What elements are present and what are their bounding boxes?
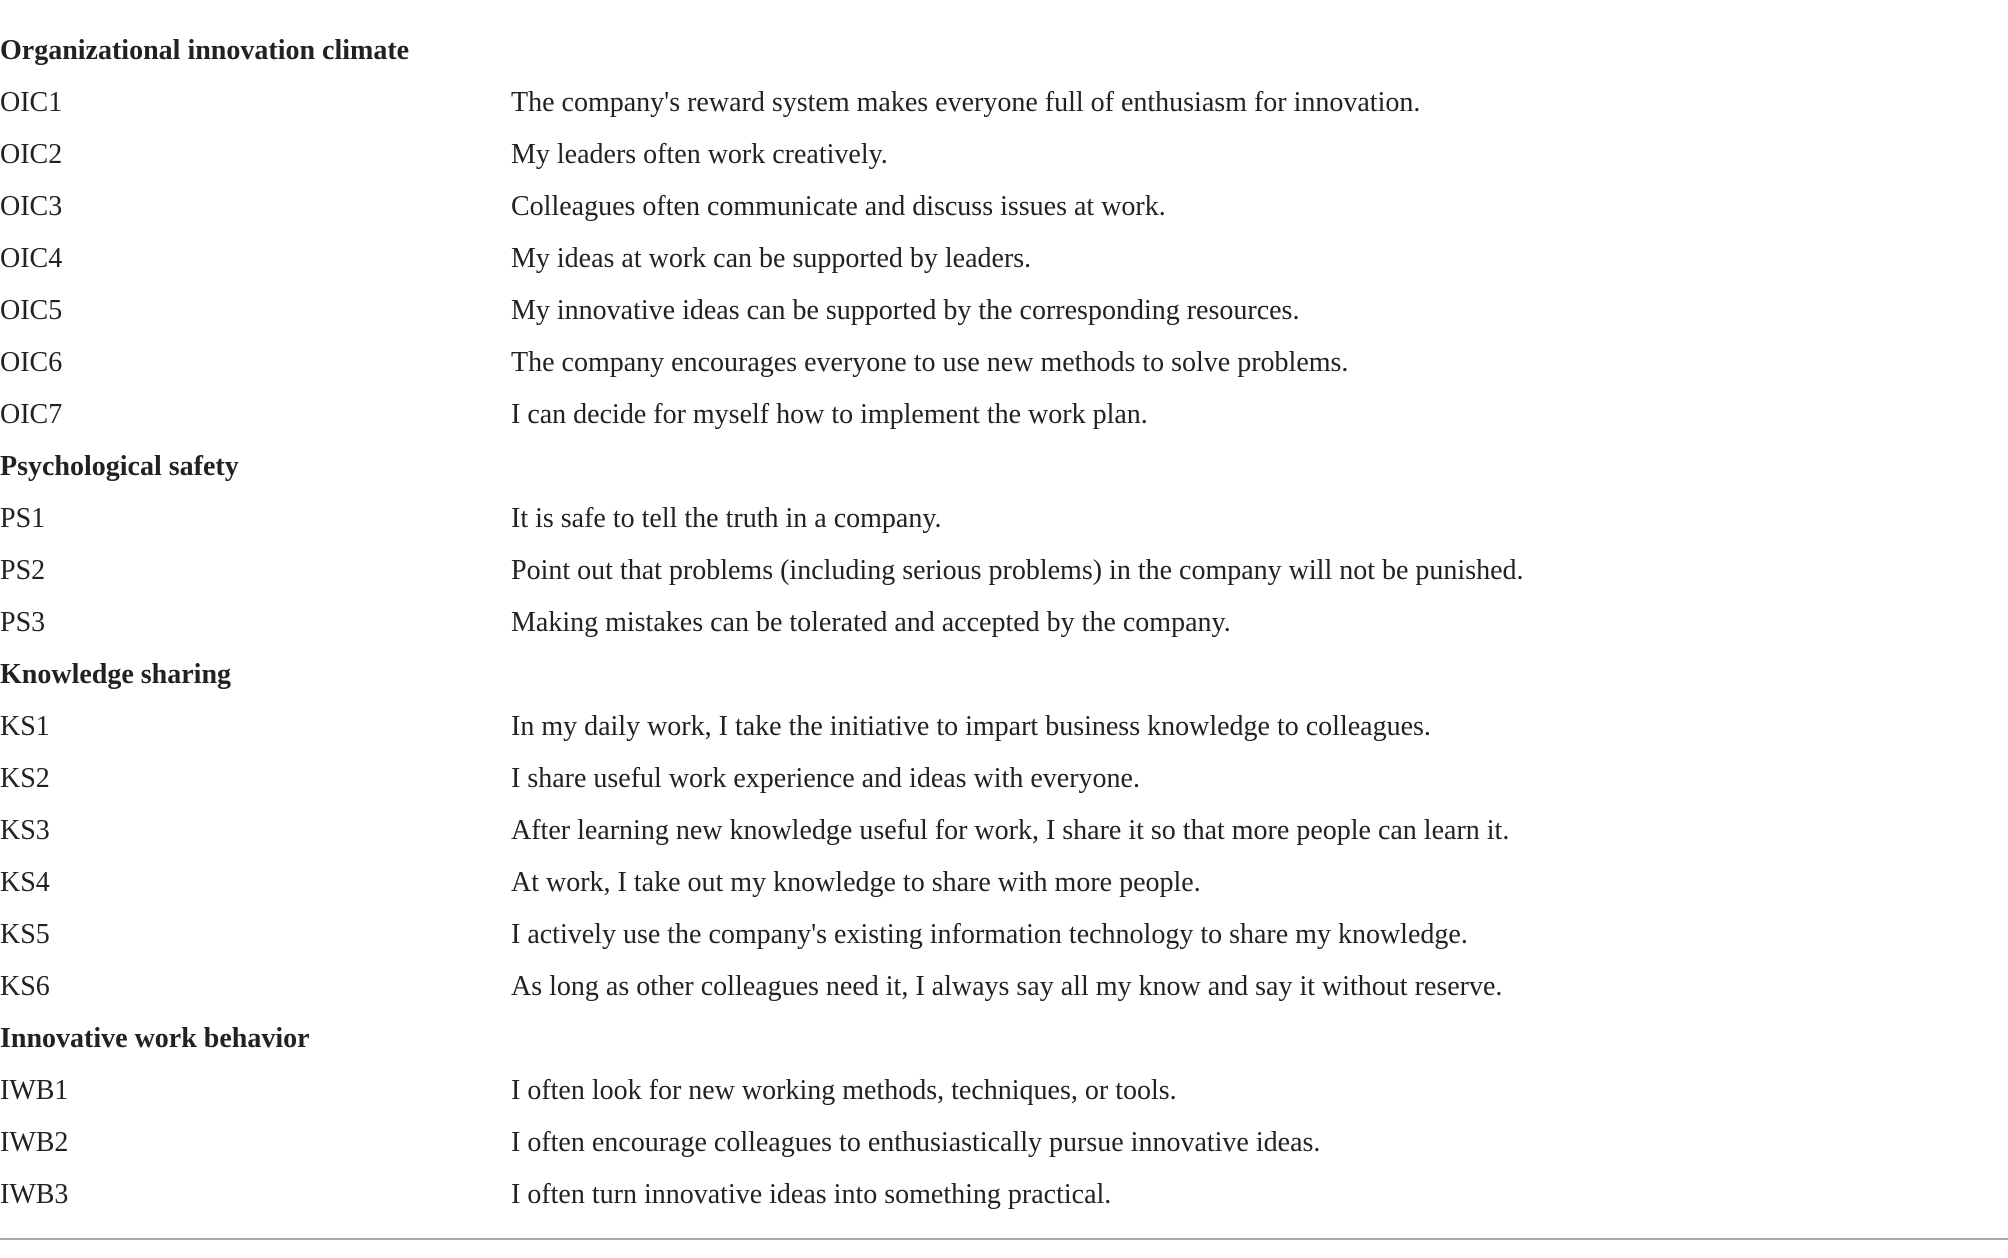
section-title: Knowledge sharing <box>0 659 232 690</box>
item-text: My innovative ideas can be supported by the corresponding resources. <box>511 295 1300 326</box>
item-text: I often turn innovative ideas into something practical. <box>511 1179 1112 1210</box>
section-title: Organizational innovation climate <box>0 35 410 66</box>
item-code: OIC3 <box>0 191 63 222</box>
section-heading-knowledge-sharing <box>0 649 2008 701</box>
table-row <box>0 961 2008 1013</box>
item-text: The company encourages everyone to use new methods to solve problems. <box>511 347 1349 378</box>
item-code: KS5 <box>0 919 50 950</box>
item-code: IWB1 <box>0 1075 69 1106</box>
table-row <box>0 77 2008 129</box>
item-code: KS1 <box>0 711 50 742</box>
table-row <box>0 389 2008 441</box>
item-code: PS1 <box>0 503 46 534</box>
section-title: Innovative work behavior <box>0 1023 310 1054</box>
table-row <box>0 181 2008 233</box>
item-code: OIC2 <box>0 139 63 170</box>
table-row <box>0 701 2008 753</box>
table-row <box>0 805 2008 857</box>
table-row <box>0 493 2008 545</box>
table-row <box>0 285 2008 337</box>
item-text: The company's reward system makes everyone full of enthusiasm for innovation. <box>511 87 1421 118</box>
item-text: I often look for new working methods, techniques, or tools. <box>511 1075 1177 1106</box>
item-code: PS3 <box>0 607 46 638</box>
item-code: IWB3 <box>0 1179 69 1210</box>
item-code: OIC1 <box>0 87 63 118</box>
table-row <box>0 545 2008 597</box>
item-text: As long as other colleagues need it, I always say all my know and say it without reserve. <box>511 971 1503 1002</box>
item-code: KS3 <box>0 815 50 846</box>
item-code: KS2 <box>0 763 50 794</box>
table-row <box>0 1169 2008 1221</box>
table-row <box>0 1065 2008 1117</box>
item-code: OIC6 <box>0 347 63 378</box>
item-code: OIC7 <box>0 399 63 430</box>
section-heading-innovative-work-behavior <box>0 1013 2008 1065</box>
items-table <box>0 25 2008 1221</box>
item-text: In my daily work, I take the initiative to impart business knowledge to colleagues. <box>511 711 1431 742</box>
item-text: After learning new knowledge useful for work, I share it so that more people can learn it. <box>511 815 1510 846</box>
item-text: Making mistakes can be tolerated and accepted by the company. <box>511 607 1231 638</box>
table-row <box>0 337 2008 389</box>
item-code: KS4 <box>0 867 50 898</box>
item-code: OIC5 <box>0 295 63 326</box>
table-row <box>0 753 2008 805</box>
table-row <box>0 129 2008 181</box>
item-code: OIC4 <box>0 243 63 274</box>
table-row <box>0 233 2008 285</box>
item-text: At work, I take out my knowledge to share with more people. <box>511 867 1201 898</box>
item-text: I actively use the company's existing information technology to share my knowledge. <box>511 919 1468 950</box>
table-row <box>0 1117 2008 1169</box>
item-code: PS2 <box>0 555 46 586</box>
table-bottom-rule <box>0 1238 2008 1240</box>
section-heading-psychological-safety <box>0 441 2008 493</box>
table-row <box>0 909 2008 961</box>
item-text: My ideas at work can be supported by leaders. <box>511 243 1032 274</box>
item-code: KS6 <box>0 971 50 1002</box>
item-code: IWB2 <box>0 1127 69 1158</box>
item-text: It is safe to tell the truth in a company. <box>511 503 942 534</box>
item-text: I often encourage colleagues to enthusiastically pursue innovative ideas. <box>511 1127 1321 1158</box>
table-row <box>0 857 2008 909</box>
item-text: Colleagues often communicate and discuss issues at work. <box>511 191 1166 222</box>
section-title: Psychological safety <box>0 451 239 482</box>
item-text: I share useful work experience and ideas with everyone. <box>511 763 1140 794</box>
table-row <box>0 597 2008 649</box>
item-text: Point out that problems (including serious problems) in the company will not be punished. <box>511 555 1524 586</box>
item-text: My leaders often work creatively. <box>511 139 888 170</box>
item-text: I can decide for myself how to implement the work plan. <box>511 399 1148 430</box>
section-heading-organizational-innovation-climate <box>0 25 2008 77</box>
